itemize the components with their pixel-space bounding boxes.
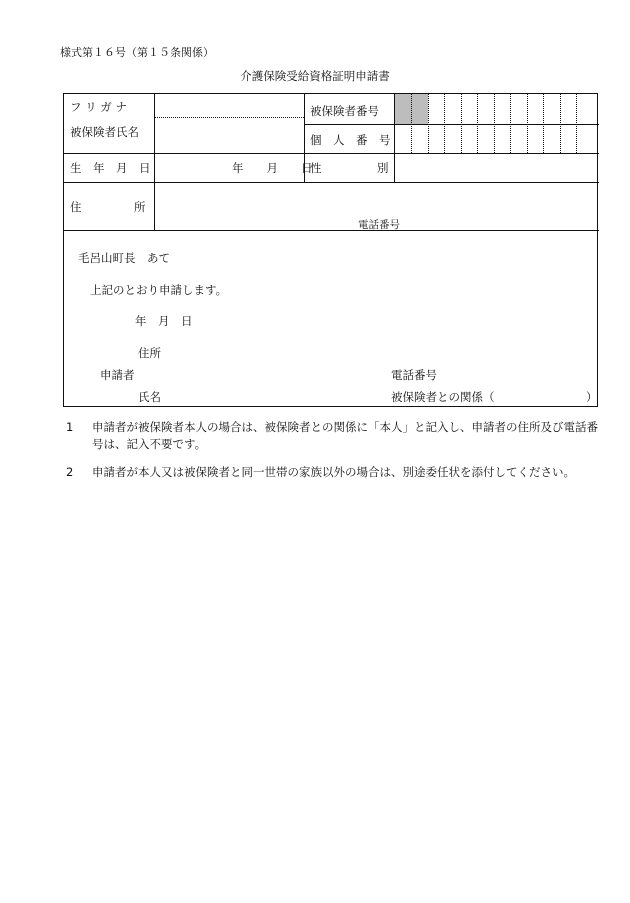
note-text: 申請者が被保険者本人の場合は、被保険者との関係に「本人」と記入し、申請者の住所及び電話番号は、記入不要です。 xyxy=(92,420,598,451)
address-label: 住 xyxy=(70,200,82,214)
note-number: 2 xyxy=(66,465,74,479)
applicant-name-label: 氏名 xyxy=(138,390,161,404)
address-phone-label: 電話番号 xyxy=(358,219,400,231)
applicant-phone-label: 電話番号 xyxy=(391,368,437,382)
address-label-2: 所 xyxy=(134,200,146,214)
note-number: 1 xyxy=(66,420,74,434)
application-statement: 上記のとおり申請します。 xyxy=(90,283,228,297)
relation-close-paren: ） xyxy=(586,390,598,404)
document-title: 介護保険受給資格証明申請書 xyxy=(240,69,390,83)
furigana-field[interactable] xyxy=(155,95,303,116)
insured-name-field[interactable] xyxy=(155,118,303,152)
sex-field[interactable] xyxy=(395,154,598,181)
personal-number-label: 個 人 番 号 xyxy=(310,133,391,147)
birthdate-units: 年 月 日 xyxy=(232,161,313,175)
note-text: 申請者が本人又は被保険者と同一世帯の家族以外の場合は、別途委任状を添付してください。 xyxy=(92,465,575,479)
row-divider-3 xyxy=(64,230,599,231)
applicant-address-label: 住所 xyxy=(138,346,161,360)
insured-number-label: 被保険者番号 xyxy=(310,104,379,118)
form-number: 様式第１６号（第１５条関係） xyxy=(60,46,214,59)
furigana-label: フ リ ガ ナ xyxy=(70,100,127,114)
insured-name-label: 被保険者氏名 xyxy=(70,125,139,139)
note-1 xyxy=(66,419,607,455)
birthdate-label: 生 年 月 日 xyxy=(70,161,151,175)
application-date[interactable]: 年 月 日 xyxy=(135,314,193,328)
relation-field[interactable] xyxy=(504,387,584,403)
sex-label: 性 xyxy=(310,161,322,175)
insured-number-field[interactable] xyxy=(395,95,598,123)
note-2 xyxy=(66,464,607,500)
addressee: 毛呂山町長 あて xyxy=(78,251,170,265)
personal-number-field[interactable] xyxy=(395,125,598,152)
application-form-table xyxy=(63,93,598,407)
sex-label-2: 別 xyxy=(377,161,389,175)
applicant-label: 申請者 xyxy=(100,368,135,382)
relation-label: 被保険者との関係（ xyxy=(391,390,495,404)
